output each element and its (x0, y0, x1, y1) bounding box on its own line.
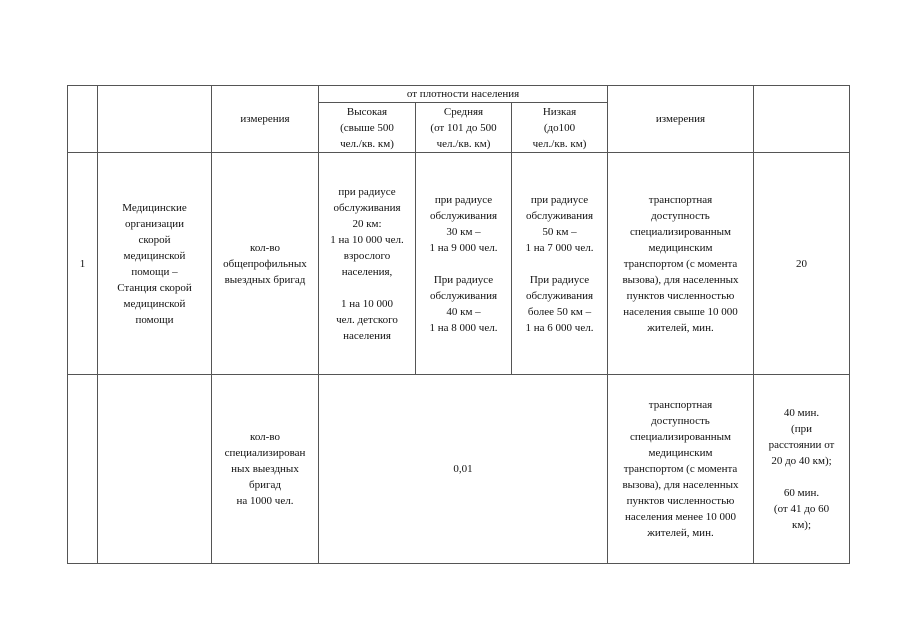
norm-line: При радиусе (433, 273, 494, 286)
header-high-title: Высокая (346, 105, 388, 118)
header-medium-unit: чел./кв. км) (436, 137, 491, 150)
header-density-label: от плотности населения (406, 88, 520, 100)
indicator-line: кол-во (250, 241, 280, 254)
norm-line: 30 км – (446, 225, 481, 238)
row-number-cell (68, 375, 98, 564)
access-indicator-cell (608, 153, 754, 375)
access-line: специализированным (629, 225, 732, 238)
access-value-cell (754, 375, 850, 564)
norm-line: населения, (341, 265, 393, 278)
access-line: вызова), для населенных (622, 479, 739, 491)
access-value: 20 (796, 257, 807, 270)
norm-line: 50 км – (542, 225, 577, 238)
value-line: (от 41 до 60 (773, 503, 830, 515)
norm-line: обслуживания (429, 209, 498, 222)
header-high-density (319, 103, 416, 153)
norm-line: 40 км – (446, 305, 481, 318)
norm-line: взрослого (343, 249, 391, 262)
indicator-line: на 1000 чел. (236, 495, 294, 507)
organization-line: медицинской (123, 249, 186, 262)
indicator-line: ных выездных (231, 463, 299, 475)
special-teams-norm-cell (319, 375, 608, 564)
norm-line: населения (343, 329, 391, 342)
norm-line: обслуживания (525, 289, 594, 302)
norm-line: 1 на 9 000 чел. (429, 241, 498, 254)
paragraph-gap (322, 280, 412, 296)
medium-density-norm-cell (416, 153, 512, 375)
header-high-unit: чел./кв. км) (340, 137, 394, 150)
norm-line: При радиусе (529, 273, 590, 286)
access-line: жителей, мин. (647, 527, 714, 539)
header-value-cell (754, 86, 850, 153)
indicator-line: бригад (249, 479, 281, 491)
header-high-range: (свыше 500 (340, 121, 394, 134)
value-line: расстоянии от (768, 439, 835, 451)
access-line: пунктов численностью (626, 289, 735, 302)
header-low-range: (до100 (543, 121, 576, 134)
header-unit-label-2: измерения (655, 113, 706, 125)
norm-line: 1 на 8 000 чел. (429, 321, 498, 334)
organization-cell (98, 375, 212, 564)
norm-line: при радиусе (434, 193, 493, 206)
organization-line: организации (124, 217, 185, 230)
indicator-line: кол-во (250, 431, 280, 443)
organization-line: скорой (138, 233, 171, 246)
norm-line: 20 км: (352, 217, 382, 230)
norm-line: более 50 км – (527, 305, 592, 318)
access-line: населения менее 10 000 (624, 511, 737, 523)
value-line: (при (791, 423, 812, 435)
norm-line: при радиусе (530, 193, 589, 206)
access-line: транспортная (648, 399, 713, 411)
value-line: 40 мин. (783, 407, 820, 419)
norm-line: чел. детского (336, 313, 398, 326)
paragraph-gap (419, 256, 508, 272)
norm-line: обслуживания (525, 209, 594, 222)
access-indicator-cell (608, 375, 754, 564)
indicator-line: выездных бригад (224, 273, 306, 286)
norm-line: 1 на 10 000 чел. (330, 233, 404, 246)
norms-table (67, 85, 850, 564)
access-line: транспортная (648, 193, 713, 206)
indicator-line: общепрофильных (223, 257, 307, 270)
access-line: вызова), для населенных (622, 273, 739, 286)
access-line: доступность (651, 209, 710, 222)
norm-line: обслуживания (429, 289, 498, 302)
norm-line: 1 на 7 000 чел. (525, 241, 594, 254)
access-line: населения свыше 10 000 (623, 305, 738, 318)
access-line: медицинским (648, 241, 713, 254)
paragraph-gap (515, 256, 604, 272)
header-low-unit: чел./кв. км) (532, 137, 587, 150)
norm-line: 1 на 10 000 (340, 297, 394, 310)
high-density-norm-cell (319, 153, 416, 375)
table-row (68, 375, 850, 564)
low-density-norm-cell (512, 153, 608, 375)
access-line: доступность (651, 415, 710, 427)
norm-line: при радиусе (338, 185, 396, 198)
indicator-line: специализирован (224, 447, 306, 459)
table-row (68, 153, 850, 375)
general-teams-indicator-cell (212, 153, 319, 375)
header-medium-title: Средняя (443, 105, 484, 118)
paragraph-gap (757, 469, 846, 485)
organization-line: помощи (135, 313, 174, 326)
header-medium-range: (от 101 до 500 (430, 121, 497, 134)
access-line: транспортом (с момента (623, 257, 738, 270)
header-name-cell (98, 86, 212, 153)
access-line: пунктов численностью (626, 495, 735, 507)
organization-line: медицинской (123, 297, 186, 310)
access-line: жителей, мин. (647, 321, 714, 334)
header-density-group (319, 86, 608, 103)
header-unit-label: измерения (240, 113, 290, 125)
access-line: специализированным (629, 431, 732, 443)
special-teams-indicator-cell (212, 375, 319, 564)
value-line: км); (791, 519, 812, 531)
value-line: 20 до 40 км); (771, 455, 832, 467)
header-low-density (512, 103, 608, 153)
norm-line: 1 на 6 000 чел. (525, 321, 594, 334)
organization-line: Медицинские (122, 201, 187, 214)
value-line: 60 мин. (783, 487, 820, 499)
header-number-cell (68, 86, 98, 153)
header-row-1 (68, 86, 850, 103)
organization-cell (98, 153, 212, 375)
access-value-cell (754, 153, 850, 375)
organization-line: помощи – (131, 265, 178, 278)
header-medium-density (416, 103, 512, 153)
header-unit-cell-2 (608, 86, 754, 153)
row-number: 1 (79, 257, 86, 270)
special-teams-norm: 0,01 (453, 463, 473, 475)
norm-line: обслуживания (333, 201, 401, 214)
row-number-cell (68, 153, 98, 375)
header-unit-cell (212, 86, 319, 153)
access-line: медицинским (648, 447, 713, 459)
access-line: транспортом (с момента (623, 463, 738, 475)
header-low-title: Низкая (542, 105, 577, 118)
organization-line: Станция скорой (117, 281, 192, 294)
